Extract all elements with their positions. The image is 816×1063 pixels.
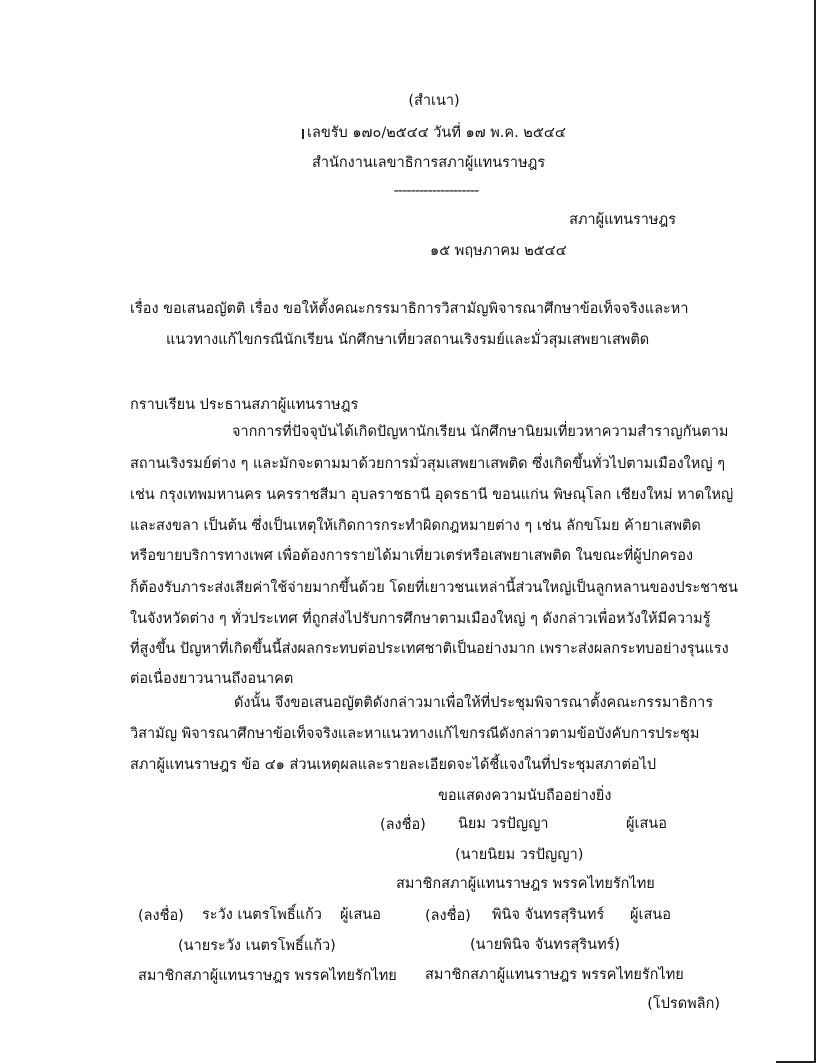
copy-mark: (สำเนา)	[408, 93, 460, 109]
right-signature: พินิจ จันทรสุรินทร์	[492, 907, 605, 923]
sign-label: (ลงชื่อ)	[138, 908, 184, 924]
header-divider: --------------------	[393, 183, 479, 199]
body-line: ก็ต้องรับภาระส่งเสียค่าใช้จ่ายมากขึ้นด้วย โดยที่เยาวชนเหล่านี้ส่วนใหญ่เป็นลูกหลานของประชาชน	[130, 580, 738, 596]
closing: ขอแสดงความนับถืออย่างยิ่ง	[438, 788, 612, 804]
proposer-role: ผู้เสนอ	[626, 816, 667, 832]
subject-line-2: แนวทางแก้ไขกรณีนักเรียน นักศึกษาเที่ยวสถานเริงรมย์และมั่วสุมเสพยาเสพติด	[166, 332, 650, 348]
receipt-number: เลขรับ ๑๗๐/๒๕๔๔ วันที่ ๑๗ พ.ค. ๒๕๔๔	[307, 125, 566, 141]
salutation: กราบเรียน ประธานสภาผู้แทนราษฎร	[130, 397, 359, 413]
issuer: สภาผู้แทนราษฎร	[569, 212, 676, 228]
body-line: ดังนั้น จึงขอเสนอญัตติดังกล่าวมาเพื่อให้ที่ประชุมพิจารณาตั้งคณะกรรมาธิการ	[234, 695, 714, 711]
body-line: และสงขลา เป็นต้น ซึ่งเป็นเหตุให้เกิดการกระทำผิดกฎหมายต่าง ๆ เช่น ลักขโมย ค้ายาเสพติด	[130, 518, 701, 534]
sign-label: (ลงชื่อ)	[425, 908, 471, 924]
sign-label: (ลงชื่อ)	[380, 817, 426, 833]
body-line: เช่น กรุงเทพมหานคร นครราชสีมา อุบลราชธานี อุดรธานี ขอนแก่น พิษณุโลก เชียงใหม่ หาดใหญ่	[130, 487, 734, 503]
left-signer-name: (นายระวัง เนตรโพธิ์แก้ว)	[178, 938, 336, 954]
body-line: ต่อเนื่องยาวนานถึงอนาคต	[130, 671, 294, 687]
body-line: สภาผู้แทนราษฎร ข้อ ๔๑ ส่วนเหตุผลและรายละเอียดจะได้ชี้แจงในที่ประชุมสภาต่อไป	[130, 757, 657, 773]
left-signer-position: สมาชิกสภาผู้แทนราษฎร พรรคไทยรักไทย	[138, 968, 397, 984]
document-date: ๑๕ พฤษภาคม ๒๕๔๔	[430, 243, 567, 259]
office-name: สำนักงานเลขาธิการสภาผู้แทนราษฎร	[312, 155, 546, 171]
body-line: ที่สูงขึ้น ปัญหาที่เกิดขึ้นนี้ส่งผลกระทบต่อประเทศชาติเป็นอย่างมาก เพราะส่งผลกระทบอย่างรุนแรง	[130, 641, 729, 657]
right-signer-position: สมาชิกสภาผู้แทนราษฎร พรรคไทยรักไทย	[425, 967, 684, 983]
body-line: สถานเริงรมย์ต่าง ๆ และมักจะตามมาด้วยการมั่วสุมเสพยาเสพติด ซึ่งเกิดขึ้นทั่วไปตามเมืองใหญ่ ๆ	[130, 456, 726, 472]
main-signer-position: สมาชิกสภาผู้แทนราษฎร พรรคไทยรักไทย	[396, 876, 655, 892]
scan-mark	[302, 129, 304, 139]
left-signature: ระวัง เนตรโพธิ์แก้ว	[202, 907, 322, 923]
main-signer-name: (นายนิยม วรปัญญา)	[455, 847, 584, 863]
right-signer-name: (นายพินิจ จันทรสุรินทร์)	[470, 937, 621, 953]
body-line: จากการที่ปัจจุบันได้เกิดปัญหานักเรียน นักศึกษานิยมเที่ยวหาความสำราญกันตาม	[232, 424, 729, 440]
body-line: วิสามัญ พิจารณาศึกษาข้อเท็จจริงและหาแนวทางแก้ไขกรณีดังกล่าวตามข้อบังคับการประชุม	[130, 726, 700, 742]
turn-over-note: (โปรดพลิก)	[647, 996, 720, 1012]
proposer-role: ผู้เสนอ	[630, 907, 671, 923]
body-line: หรือขายบริการทางเพศ เพื่อต้องการรายได้มาเที่ยวเตร่หรือเสพยาเสพติด ในขณะที่ผู้ปกครอง	[130, 548, 694, 564]
main-signature: นิยม วรปัญญา	[458, 816, 549, 832]
proposer-role: ผู้เสนอ	[340, 907, 381, 923]
subject-line-1: เรื่อง ขอเสนอญัตติ เรื่อง ขอให้ตั้งคณะกรรมาธิการวิสามัญพิจารณาศึกษาข้อเท็จจริงและหา	[130, 301, 689, 317]
body-line: ในจังหวัดต่าง ๆ ทั่วประเทศ ที่ถูกส่งไปรับการศึกษาตามเมืองใหญ่ ๆ ดังกล่าวเพื่อหวังให้มีความรู้	[130, 611, 711, 627]
